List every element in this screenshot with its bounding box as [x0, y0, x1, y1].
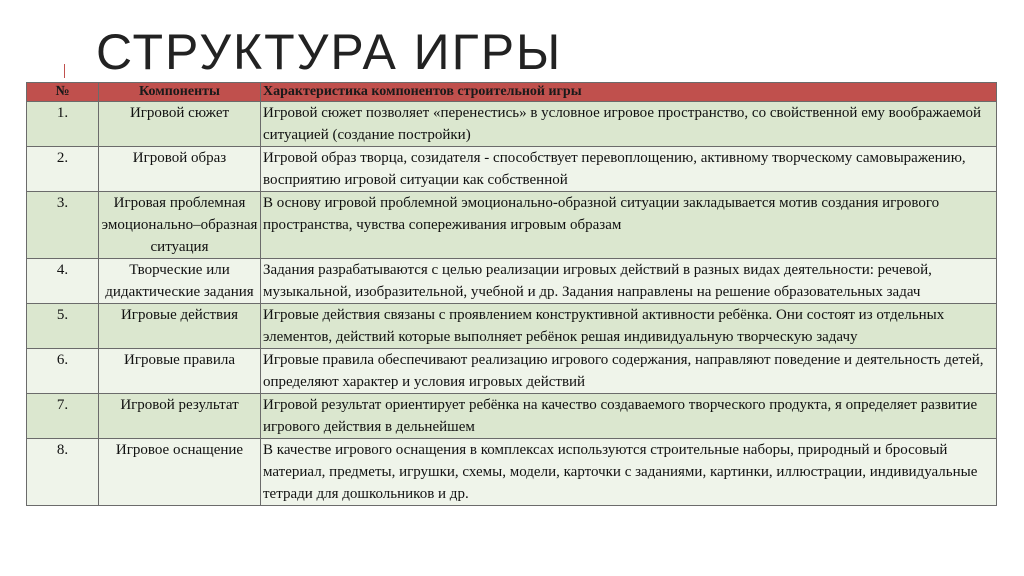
row-number: 1.: [27, 102, 99, 147]
components-table: [26, 82, 997, 506]
table-row: [27, 439, 997, 506]
row-description: Задания разрабатываются с целью реализации игровых действий в разных видах деятельности: речевой, музыкальной, изобразительной, учебной и др. Задания направлены на решение образовательных задач: [261, 259, 997, 304]
title-accent-mark: [64, 64, 65, 78]
row-number: 4.: [27, 259, 99, 304]
row-component: Игровые правила: [99, 349, 261, 394]
row-component: Игровой результат: [99, 394, 261, 439]
row-description: Игровые правила обеспечивают реализацию игрового содержания, направляют поведение и деятельность детей, определяют характер и условия игровых действий: [261, 349, 997, 394]
row-number: 5.: [27, 304, 99, 349]
table-row: [27, 147, 997, 192]
row-number: 2.: [27, 147, 99, 192]
slide-title: СТРУКТУРА ИГРЫ: [96, 24, 563, 80]
row-description: Игровые действия связаны с проявлением конструктивной активности ребёнка. Они состоят из отдельных элементов, действий которые выполняет ребёнок решая индивидуальную творческую задачу: [261, 304, 997, 349]
row-component: Игровой сюжет: [99, 102, 261, 147]
row-description: В качестве игрового оснащения в комплексах используются строительные наборы, природный и бросовый материал, предметы, игрушки, схемы, модели, карточки с заданиями, картинки, иллюстрации, индивидуальные тетради для дошкольников и др.: [261, 439, 997, 506]
table-row: [27, 192, 997, 259]
table-row: [27, 349, 997, 394]
row-number: 3.: [27, 192, 99, 259]
table-row: [27, 304, 997, 349]
header-characteristics: Характеристика компонентов строительной игры: [261, 83, 997, 102]
row-component: Творческие или дидактические задания: [99, 259, 261, 304]
row-component: Игровые действия: [99, 304, 261, 349]
table-row: [27, 259, 997, 304]
row-number: 8.: [27, 439, 99, 506]
row-description: Игровой образ творца, созидателя - способствует перевоплощению, активному творческому самовыражению, восприятию игровой ситуации как собственной: [261, 147, 997, 192]
header-number: №: [27, 83, 99, 102]
table-row: [27, 394, 997, 439]
row-description: Игровой результат ориентирует ребёнка на качество создаваемого творческого продукта, я определяет развитие игрового действия в дельнейшем: [261, 394, 997, 439]
row-component: Игровое оснащение: [99, 439, 261, 506]
row-description: Игровой сюжет позволяет «перенестись» в условное игровое пространство, со свойственной ему воображаемой ситуацией (создание постройки): [261, 102, 997, 147]
row-number: 7.: [27, 394, 99, 439]
row-component: Игровая проблемная эмоционально–образная ситуация: [99, 192, 261, 259]
row-description: В основу игровой проблемной эмоционально-образной ситуации закладывается мотив создания игрового пространства, чувства сопереживания игровым образам: [261, 192, 997, 259]
row-component: Игровой образ: [99, 147, 261, 192]
table-row: [27, 102, 997, 147]
table-header-row: [27, 83, 997, 102]
row-number: 6.: [27, 349, 99, 394]
header-components: Компоненты: [99, 83, 261, 102]
